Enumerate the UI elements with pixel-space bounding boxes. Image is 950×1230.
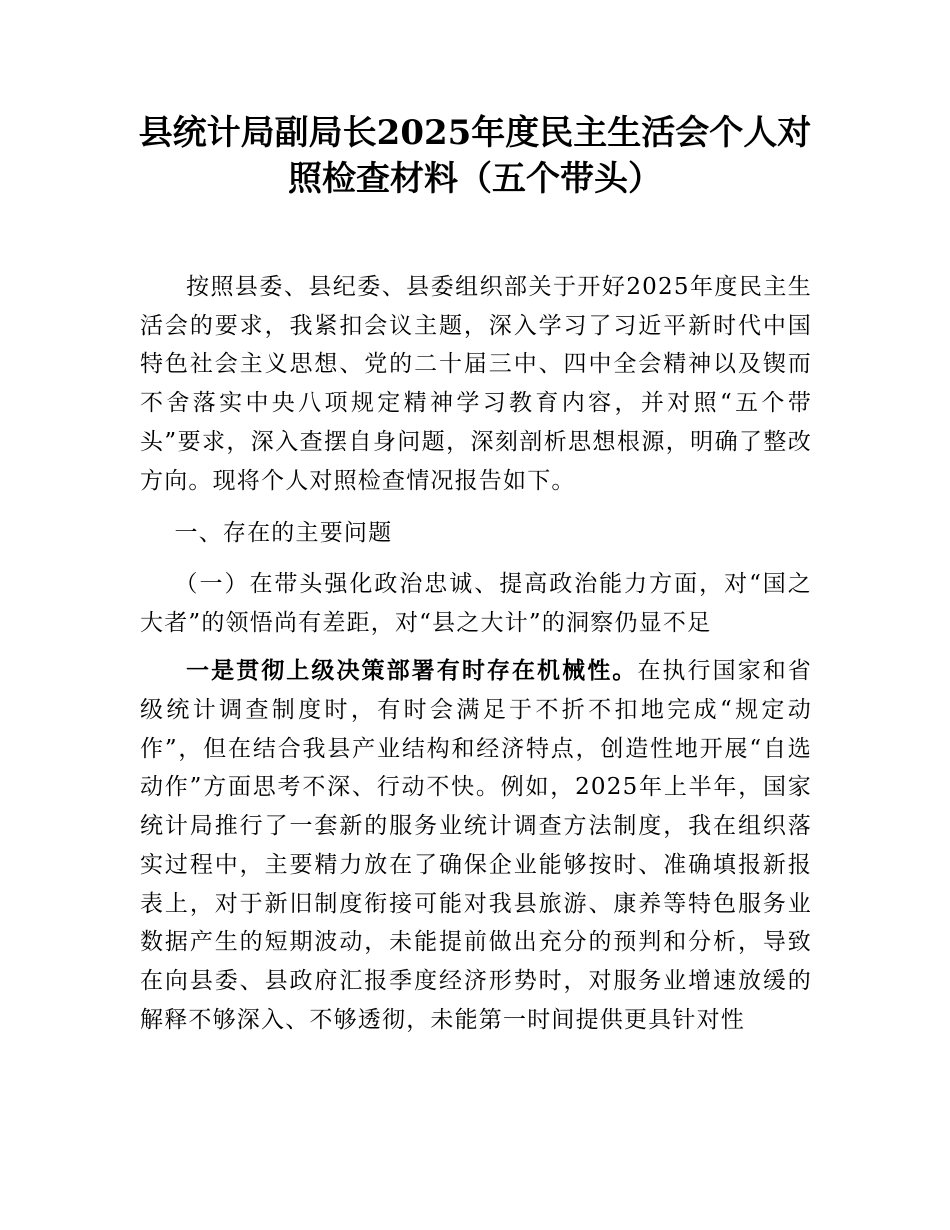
point-lead: 一是贯彻上级决策部署有时存在机械性。	[186, 658, 638, 685]
subsection-heading: （一）在带头强化政治忠诚、提高政治能力方面，对“国之大者”的领悟尚有差距，对“县之大计”的洞察仍显不足	[140, 570, 812, 636]
point-text: 在执行国家和省级统计调查制度时，有时会满足于不折不扣地完成“规定动作”，但在结合我县产业结构和经济特点，创造性地开展“自选动作”方面思考不深、行动不快。例如，2025年上半年，国家统计局推行了一套新的服务业统计调查方法制度，我在组织落实过程中，主要精力放在了确保企业能够按时、准确填报新报表上，对于新旧制度衔接可能对我县旅游、康养等特色服务业数据产生的短期波动，未能提前做出充分的预判和分析，导致在向县委、县政府汇报季度经济形势时，对服务业增速放缓的解释不够深入、不够透彻，未能第一时间提供更具针对性	[140, 658, 812, 1033]
title-line-2: 照检查材料（五个带头）	[288, 159, 662, 199]
intro-paragraph: 按照县委、县纪委、县委组织部关于开好2025年度民主生活会的要求，我紧扣会议主题，深入学习了习近平新时代中国特色社会主义思想、党的二十届三中、四中全会精神以及锲而不舍落实中央八项规定精神学习教育内容，并对照“五个带头”要求，深入查摆自身问题，深刻剖析思想根源，明确了整改方向。现将个人对照检查情况报告如下。	[140, 274, 812, 494]
point-paragraph	[140, 652, 812, 1039]
document-title	[100, 110, 850, 202]
document-body	[140, 268, 812, 1039]
section-heading: 一、存在的主要问题	[174, 520, 393, 547]
title-line-1: 县统计局副局长2025年度民主生活会个人对	[138, 113, 812, 153]
